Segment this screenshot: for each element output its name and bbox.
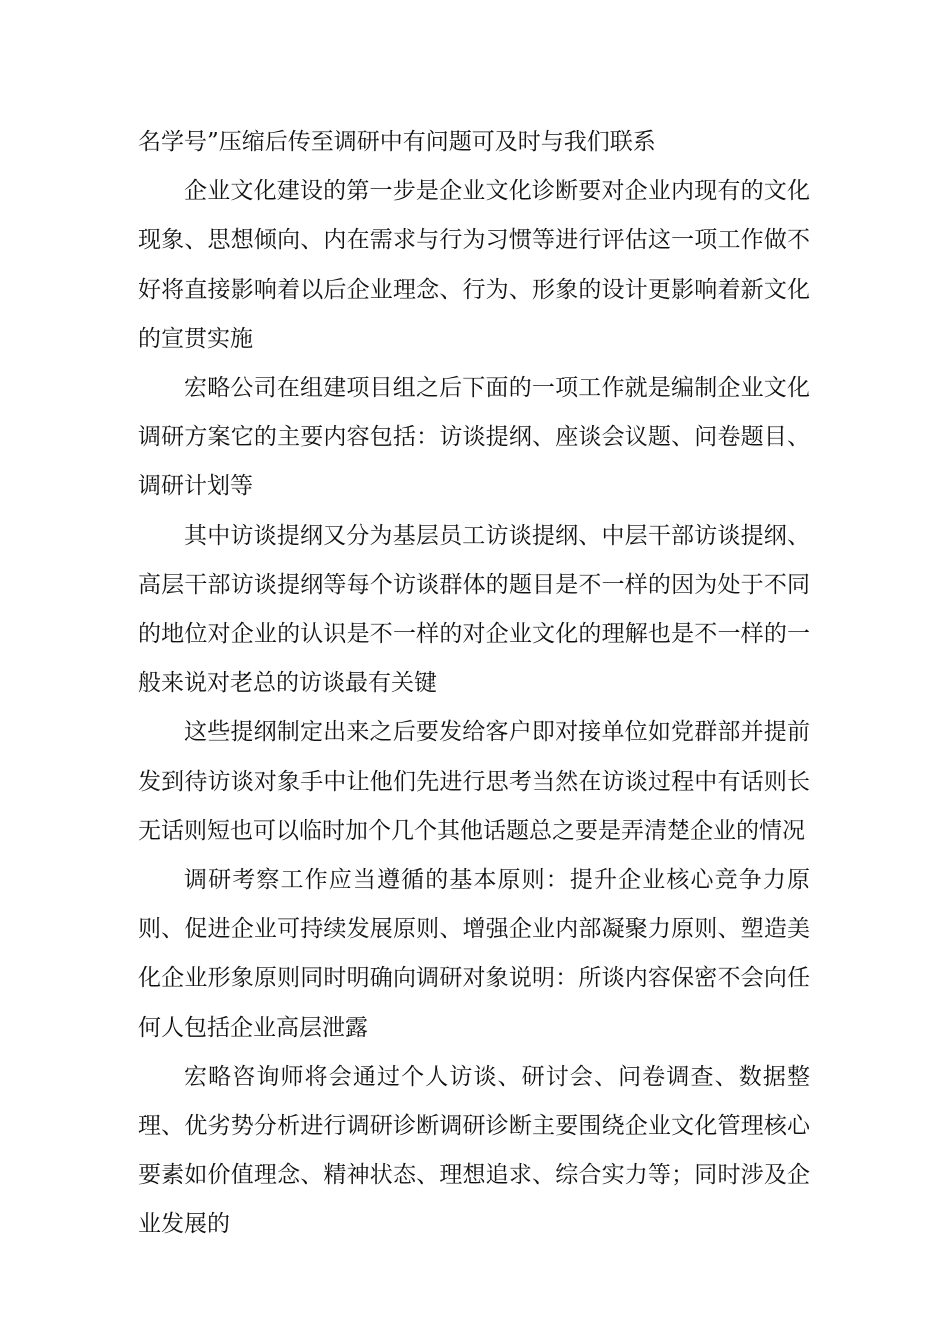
paragraph-1: 名学号”压缩后传至调研中有问题可及时与我们联系 <box>138 129 656 155</box>
paragraph-6: 调研考察工作应当遵循的基本原则：提升企业核心竞争力原则、促进企业可持续发展原则、增强企业内部凝聚力原则、塑造美化企业形象原则同时明确向调研对象说明：所谈内容保密不会向任何人包括企业高层泄露 <box>138 867 810 1041</box>
paragraph-3: 宏略公司在组建项目组之后下面的一项工作就是编制企业文化调研方案它的主要内容包括：访谈提纲、座谈会议题、问卷题目、调研计划等 <box>138 375 810 500</box>
paragraph-5: 这些提纲制定出来之后要发给客户即对接单位如党群部并提前发到待访谈对象手中让他们先进行思考当然在访谈过程中有话则长无话则短也可以临时加个几个其他话题总之要是弄清楚企业的情况 <box>138 719 810 844</box>
document-body <box>138 118 810 1250</box>
paragraph-2: 企业文化建设的第一步是企业文化诊断要对企业内现有的文化现象、思想倾向、内在需求与行为习惯等进行评估这一项工作做不好将直接影响着以后企业理念、行为、形象的设计更影响着新文化的宣贯实施 <box>138 178 810 352</box>
paragraph-4: 其中访谈提纲又分为基层员工访谈提纲、中层干部访谈提纲、高层干部访谈提纲等每个访谈群体的题目是不一样的因为处于不同的地位对企业的认识是不一样的对企业文化的理解也是不一样的一般来说对老总的访谈最有关键 <box>138 522 810 697</box>
paragraph-7: 宏略咨询师将会通过个人访谈、研讨会、问卷调查、数据整理、优劣势分析进行调研诊断调研诊断主要围绕企业文化管理核心要素如价值理念、精神状态、理想追求、综合实力等；同时涉及企业发展的 <box>138 1063 810 1238</box>
